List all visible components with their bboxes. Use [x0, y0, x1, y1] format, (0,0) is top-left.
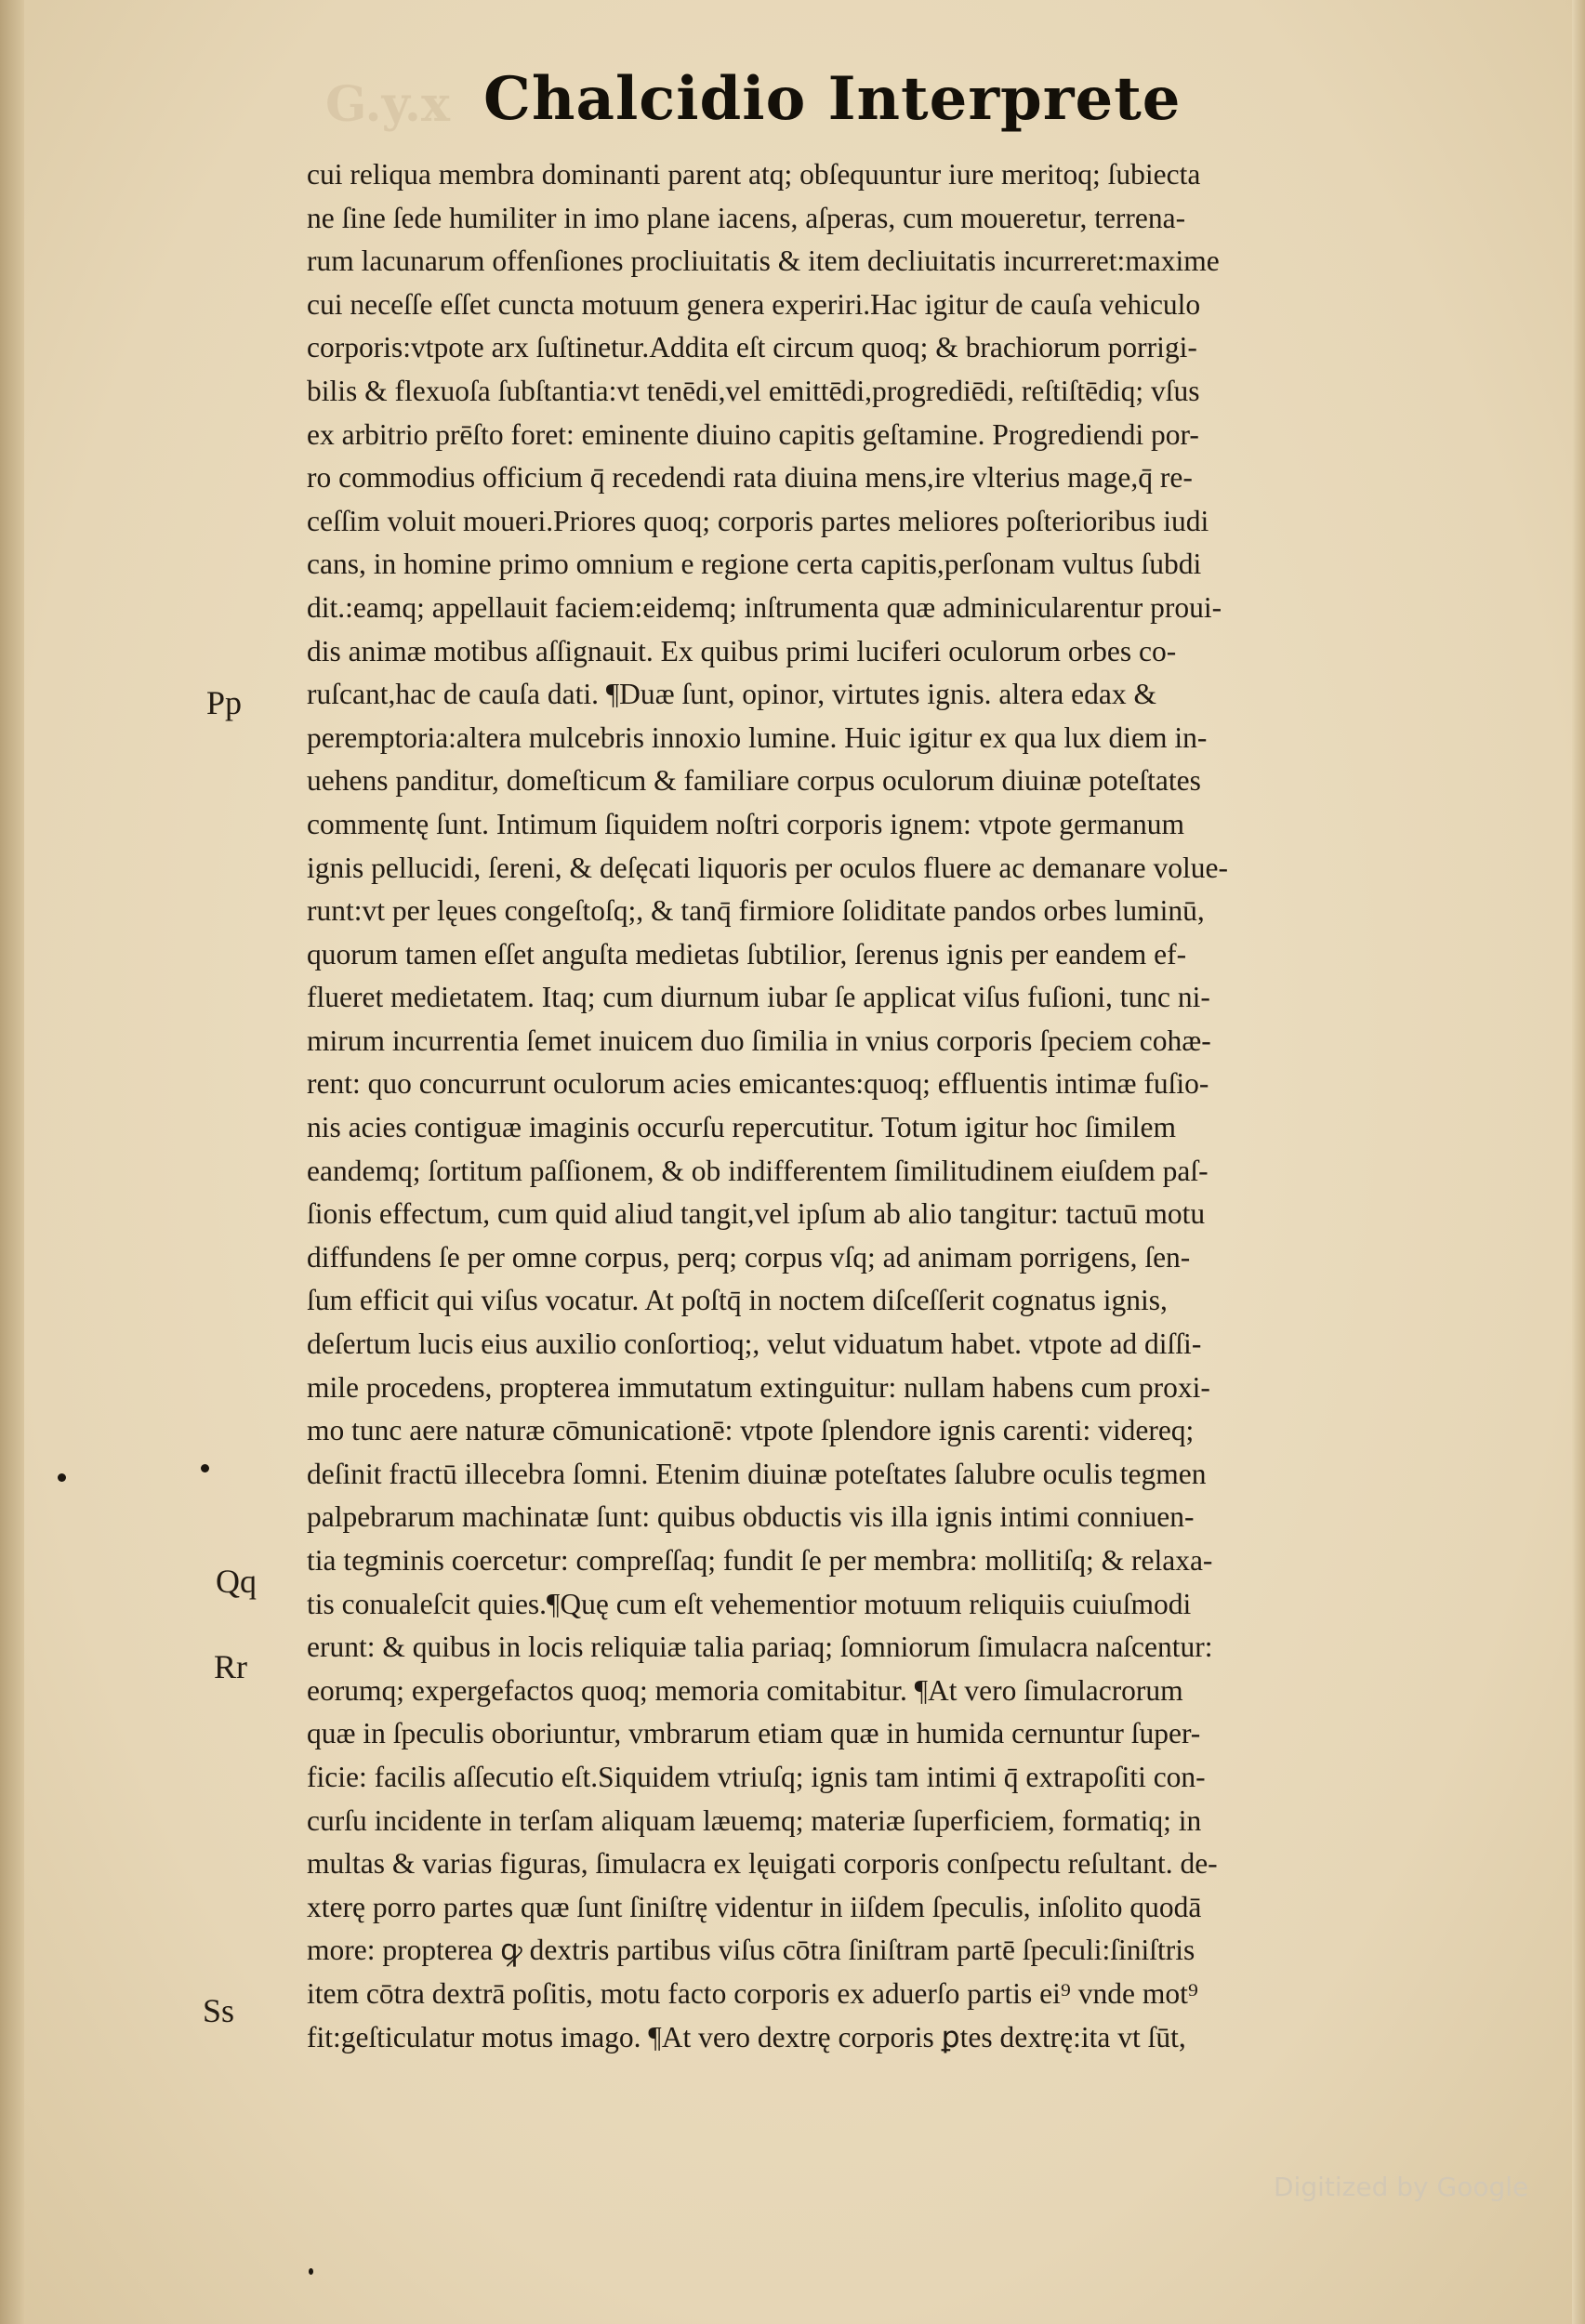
- text-line: bilis & flexuoſa ſubſtantia:vt tenēdi,vel emittēdi,progrediēdi, reſtiſtēdiq; vſus: [307, 374, 1200, 407]
- margin-signature-rr: Rr: [214, 1648, 247, 1685]
- text-line: palpebrarum machinatæ ſunt: quibus obductis vis illa ignis intimi conniuen-: [307, 1500, 1195, 1534]
- text-line: ne ſine ſede humiliter in imo plane iacens, aſperas, cum moueretur, terrena-: [307, 201, 1186, 234]
- text-line: mo tunc aere naturæ cōmunicationē: vtpote ſplendore ignis carenti: videreq;: [307, 1414, 1195, 1447]
- text-line: quorum tamen eſſet anguſta medietas ſubtilior, ſerenus ignis per eandem ef-: [307, 937, 1187, 971]
- text-line: dis animæ motibus aſſignauit. Ex quibus primi luciferi oculorum orbes co-: [307, 634, 1177, 667]
- text-line: ro commodius officium q̄ recedendi rata diuina mens,ire vlterius mage,q̄ re-: [307, 461, 1193, 495]
- ink-dot: [58, 1473, 66, 1482]
- text-line: eorumq; expergefactos quoq; memoria comitabitur. ¶At vero ſimulacrorum: [307, 1673, 1183, 1707]
- text-line: ruſcant,hac de cauſa dati. ¶Duæ ſunt, opinor, virtutes ignis. altera edax &: [307, 678, 1156, 711]
- text-line: corporis:vtpote arx ſuſtinetur.Addita eſt circum quoq; & brachiorum porrigi-: [307, 331, 1197, 364]
- text-line: fit:geſticulatur motus imago. ¶At vero dextrę corporis ꝑtes dextrę:ita vt ſūt,: [307, 2020, 1186, 2053]
- text-line: rent: quo concurrunt oculorum acies emicantes:quoq; effluentis intimæ fuſio-: [307, 1067, 1209, 1101]
- text-line: ignis pellucidi, ſereni, & deſęcati liquoris per oculos fluere ac demanare volue-: [307, 851, 1229, 884]
- text-line: cui reliqua membra dominanti parent atq; obſequuntur iure meritoq; ſubiecta: [307, 158, 1201, 191]
- text-line: rum lacunarum offenſiones procliuitatis & item decliuitatis incurreret:maxime: [307, 244, 1220, 278]
- text-line: quæ in ſpeculis oboriuntur, vmbrarum etiam quæ in humida cernuntur ſuper-: [307, 1717, 1201, 1750]
- text-line: ſum efficit qui viſus vocatur. At poſtq̄ in noctem diſceſſerit cognatus ignis,: [307, 1284, 1168, 1317]
- text-line: ſionis effectum, cum quid aliud tangit,vel ipſum ab alio tangitur: tactuū motu: [307, 1197, 1206, 1231]
- text-line: multas & varias figuras, ſimulacra ex lęuigati corporis conſpectu reſultant. de-: [307, 1847, 1218, 1881]
- page-right-edge: [1572, 0, 1585, 2324]
- text-line: dit.:eamq; appellauit faciem:eidemq; inſtrumenta quæ adminicularentur proui-: [307, 590, 1222, 624]
- text-line: commentę ſunt. Intimum ſiquidem noſtri corporis ignem: vtpote germanum: [307, 807, 1184, 840]
- text-line: erunt: & quibus in locis reliquiæ talia pariaq; ſomniorum ſimulacra naſcentur:: [307, 1631, 1213, 1664]
- text-line: flueret medietatem. Itaq; cum diurnum iubar ſe applicat viſus fuſioni, tunc ni-: [307, 981, 1210, 1014]
- text-line: xterę porro partes quæ ſunt ſiniſtrę videntur in iiſdem ſpeculis, inſolito quodā: [307, 1890, 1202, 1923]
- page-title: Chalcidio Interprete: [483, 64, 1182, 134]
- text-line: ceſſim voluit moueri.Priores quoq; corporis partes meliores poſterioribus iudi: [307, 504, 1209, 537]
- margin-signature-ss: Ss: [203, 1992, 235, 2029]
- text-line: cans, in homine primo omnium e regione certa capitis,perſonam vultus ſubdi: [307, 548, 1202, 581]
- text-line: mirum incurrentia ſemet inuicem duo ſimilia in vnius corporis ſpeciem cohæ-: [307, 1023, 1211, 1057]
- main-text-block: [307, 153, 1427, 2059]
- text-line: curſu incidente in terſam aliquam læuemq; materiæ ſuperficiem, formatiq; in: [307, 1803, 1202, 1837]
- text-line: tia tegminis coercetur: compreſſaq; fundit ſe per membra: mollitiſq; & relaxa-: [307, 1544, 1213, 1577]
- text-line: ficie: facilis aſſecutio eſt.Siquidem vtriuſq; ignis tam intimi q̄ extrapoſiti con-: [307, 1760, 1206, 1793]
- ghost-show-through: G.y.x: [325, 76, 451, 133]
- digitized-watermark: Digitized by Google: [1274, 2172, 1529, 2202]
- text-line: eandemq; ſortitum paſſionem, & ob indifferentem ſimilitudinem eiuſdem paſ-: [307, 1154, 1209, 1187]
- ink-dot: [201, 1464, 209, 1472]
- text-line: deſinit fractū illecebra ſomni. Etenim diuinæ poteſtates ſalubre oculis tegmen: [307, 1457, 1207, 1490]
- ink-dot: [309, 2268, 313, 2275]
- text-line: uehens panditur, domeſticum & familiare corpus oculorum diuinæ poteſtates: [307, 764, 1201, 798]
- text-line: deſertum lucis eius auxilio conſortioq;, velut viduatum habet. vtpote ad diſſi-: [307, 1327, 1202, 1361]
- text-line: item cōtra dextrā poſitis, motu facto corporis ex aduerſo partis ei⁹ vnde mot⁹: [307, 1976, 1198, 2010]
- text-line: cui neceſſe eſſet cuncta motuum genera experiri.Hac igitur de cauſa vehiculo: [307, 287, 1201, 321]
- text-line: mile procedens, propterea immutatum extinguitur: nullam habens cum proxi-: [307, 1370, 1210, 1404]
- text-line: more: propterea ꝙ dextris partibus viſus cōtra ſiniſtram partē ſpeculi:ſiniſtris: [307, 1934, 1195, 1967]
- text-line: peremptoria:altera mulcebris innoxio lumine. Huic igitur ex qua lux diem in-: [307, 720, 1208, 754]
- text-line: ex arbitrio prēſto foret: eminente diuino capitis geſtamine. Progrediendi por-: [307, 417, 1199, 451]
- text-line: nis acies contiguæ imaginis occurſu repercutitur. Totum igitur hoc ſimilem: [307, 1111, 1177, 1144]
- margin-signature-pp: Pp: [206, 684, 243, 721]
- margin-signature-qq: Qq: [216, 1563, 257, 1600]
- text-line: diffundens ſe per omne corpus, perq; corpus vſq; ad animam porrigens, ſen-: [307, 1240, 1191, 1274]
- page-left-edge: [0, 0, 24, 2324]
- text-line: tis conualeſcit quies.¶Quę cum eſt vehementior motuum reliquiis cuiuſmodi: [307, 1587, 1192, 1620]
- text-line: runt:vt per lęues congeſtoſq;, & tanq̄ firmiore ſoliditate pandos orbes luminū,: [307, 894, 1205, 928]
